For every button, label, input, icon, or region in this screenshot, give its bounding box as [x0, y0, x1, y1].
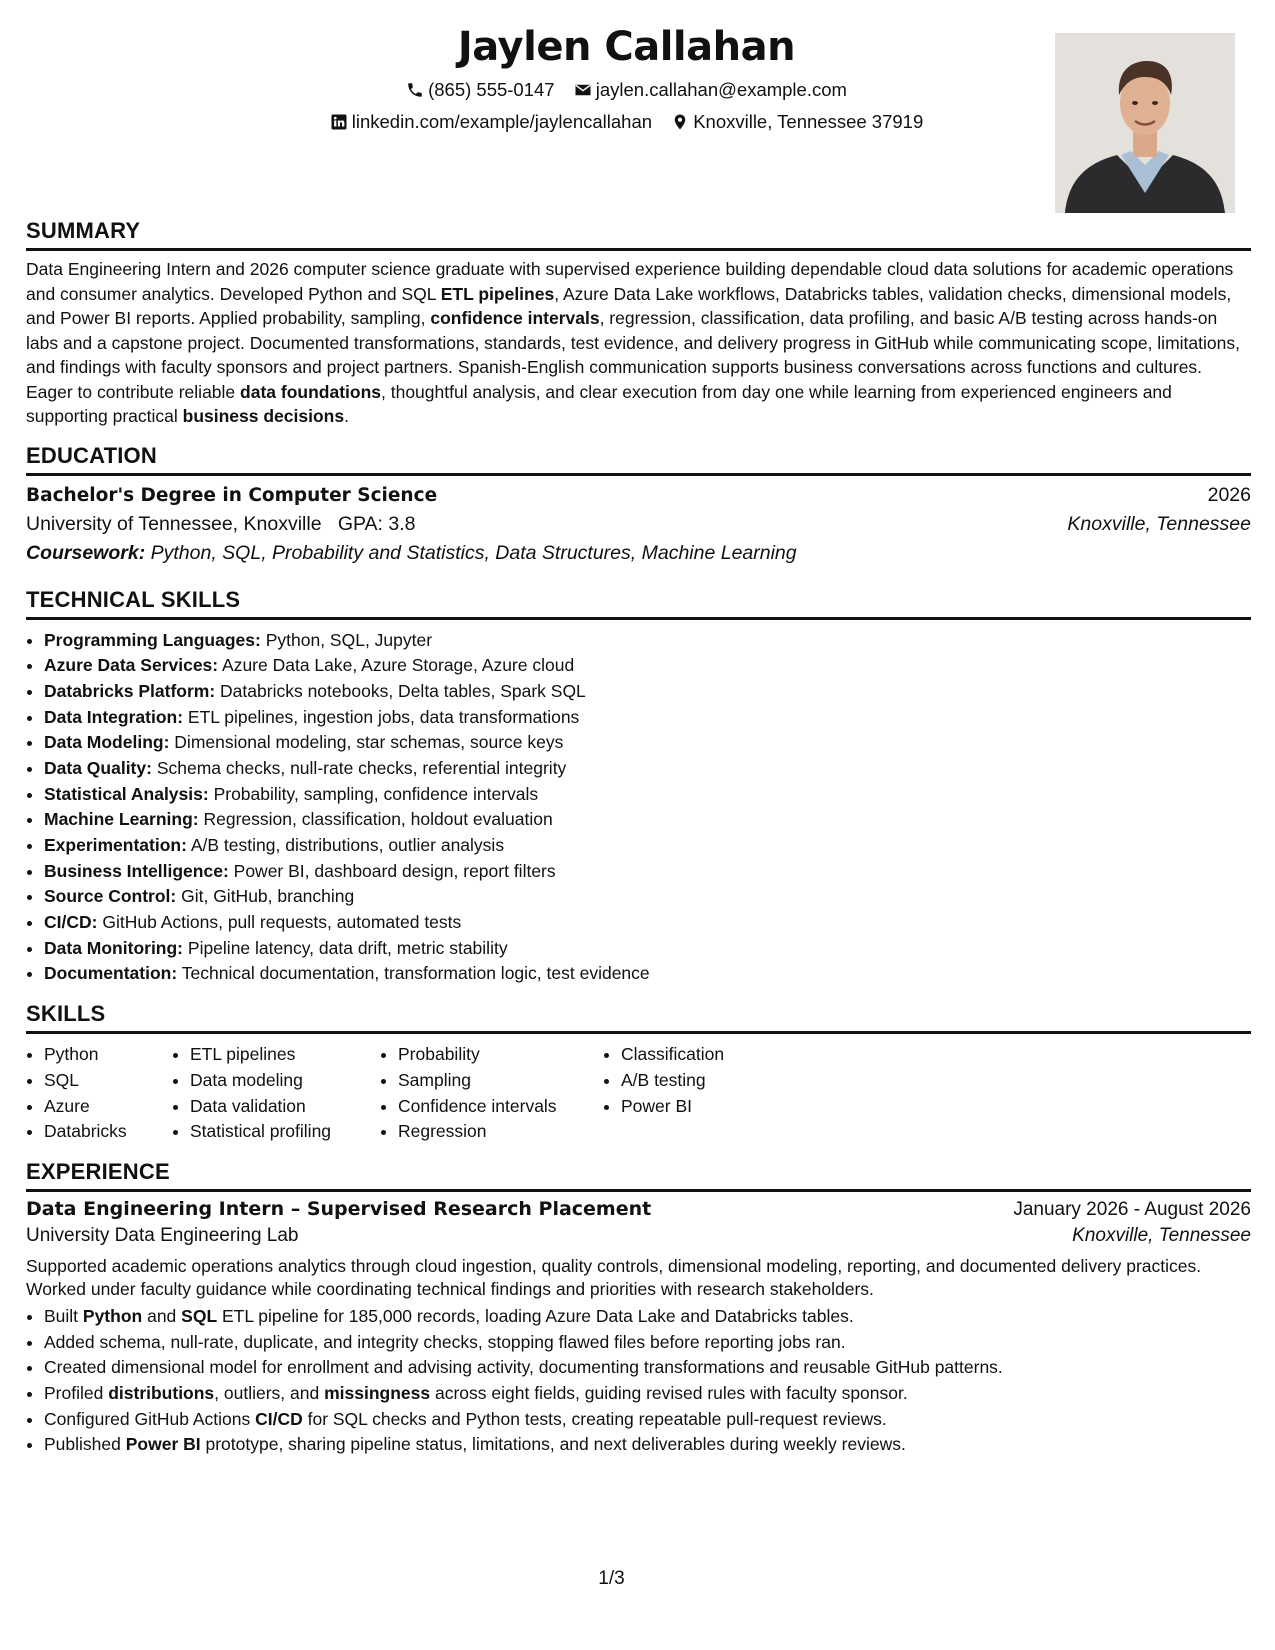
skill-category: CI/CD: [44, 912, 98, 933]
list-item [44, 782, 1251, 808]
skill-values: Python, SQL, Jupyter [265, 629, 433, 650]
summary-part: , thoughtful analysis, and clear execution from day one while learning from experienced engineers and supporting practical [26, 381, 1172, 426]
list-item [44, 859, 1251, 885]
skill-category: Business Intelligence: [44, 860, 229, 881]
list-item: • Data validation [190, 1094, 380, 1120]
list-item [44, 756, 1251, 782]
list-item [44, 628, 1251, 654]
candidate-name: Jaylen Callahan [457, 24, 796, 70]
job-description: Supported academic operations analytics through cloud ingestion, quality controls, dimensional modeling, reporting, and documented delivery practices. Worked under faculty guidance while coordinating technical findings and priorities with research stakeholders. [26, 1255, 1202, 1300]
summary-part: Data Engineering Intern and 2026 computer science graduate with supervised experience building dependable cloud data solutions for academic operations and consumer analytics. Developed Python and SQL [26, 259, 1234, 304]
linkedin-text: linkedin.com/example/jaylencallahan [351, 111, 653, 132]
list-item: • Regression [398, 1119, 603, 1145]
skill-values: Databricks notebooks, Delta tables, Spark SQL [220, 680, 586, 701]
bullet-text: , outliers, and [214, 1382, 325, 1403]
job-location: Knoxville, Tennessee [1072, 1224, 1251, 1246]
technical-skills-list [26, 628, 1251, 988]
skills-section [26, 1001, 1251, 1145]
education-section [26, 443, 1251, 571]
skill-values: A/B testing, distributions, outlier analysis [190, 835, 505, 855]
skills-column-4 [603, 1042, 781, 1145]
skill-category: Statistical Analysis: [44, 783, 209, 804]
list-item [44, 1304, 1251, 1330]
summary-heading: SUMMARY [26, 218, 1251, 251]
list-item [44, 884, 1251, 910]
resume-page [26, 18, 1251, 1458]
education-entry [26, 484, 1251, 571]
summary-bold: business decisions [182, 406, 345, 426]
bullet-bold: SQL [181, 1305, 218, 1326]
list-item [44, 1330, 1251, 1356]
bullet-text: Created dimensional model for enrollment and advising activity, documenting transformations and reusable GitHub patterns. [44, 1357, 1003, 1378]
skill-category: Documentation: [44, 963, 178, 984]
coursework [26, 542, 797, 565]
skill-category: Programming Languages: [44, 629, 261, 650]
technical-skills-section [26, 587, 1251, 988]
skill-category: Databricks Platform: [44, 680, 216, 701]
employer: University Data Engineering Lab [26, 1224, 299, 1246]
skill-category: Machine Learning: [44, 809, 199, 830]
experience-row-1 [26, 1198, 1251, 1221]
skill-category: Data Modeling: [44, 732, 170, 753]
graduation-year: 2026 [1207, 483, 1251, 506]
page-number: 1/3 [598, 1568, 625, 1589]
education-heading: EDUCATION [26, 443, 1251, 476]
skill-values: ETL pipelines, ingestion jobs, data transformations [187, 706, 580, 727]
school-location: Knoxville, Tennessee [1067, 512, 1251, 535]
skill-category: Data Monitoring: [44, 937, 184, 958]
skills-heading: SKILLS [26, 1001, 1251, 1034]
skill-values: Technical documentation, transformation logic, test evidence [181, 963, 650, 984]
bullet-bold: CI/CD [255, 1408, 303, 1429]
summary-part: . [344, 406, 349, 426]
bullet-text: Profiled [44, 1382, 109, 1403]
skills-column-3 [380, 1042, 603, 1145]
job-bullets [26, 1304, 1251, 1458]
experience-row-2 [26, 1225, 1251, 1247]
gpa: GPA: 3.8 [337, 512, 416, 535]
list-item: • Power BI [621, 1094, 781, 1120]
location-contact [671, 111, 923, 133]
summary-part: , regression, classification, data profiling, and basic A/B testing across hands-on labs and a capstone project. Documented transformations, standards, test evidence, and delivery progress in GitHub while communicating scope, limitations, and findings with faculty sponsors and project partners. Spanish-English communication supports business conversations across functions and cultures. Eager to contribute reliable [26, 308, 1240, 402]
skills-grid [26, 1042, 1251, 1145]
skill-values: Regression, classification, holdout evaluation [203, 809, 553, 830]
list-item: • Statistical profiling [190, 1119, 380, 1145]
list-item: • Probability [398, 1042, 603, 1068]
summary-section [26, 218, 1251, 429]
list-item: • ETL pipelines [190, 1042, 380, 1068]
list-item: • Data modeling [190, 1068, 380, 1094]
summary-text [26, 257, 1251, 429]
skill-values: Git, GitHub, branching [181, 886, 355, 907]
bullet-bold: missingness [324, 1382, 431, 1403]
skill-values: Pipeline latency, data drift, metric stability [187, 937, 508, 958]
list-item [44, 679, 1251, 705]
linkedin-contact[interactable] [330, 111, 652, 133]
coursework-list: Python, SQL, Probability and Statistics, Data Structures, Machine Learning [150, 541, 797, 564]
job-dates: January 2026 - August 2026 [1013, 1198, 1251, 1220]
phone-icon [406, 81, 424, 99]
summary-bold: ETL pipelines [440, 283, 555, 304]
envelope-icon [574, 81, 592, 99]
summary-part: , Azure Data Lake workflows, Databricks tables, validation checks, dimensional models, and Power BI reports. Applied probability, sampling, [26, 283, 1232, 328]
location-text: Knoxville, Tennessee 37919 [693, 111, 924, 132]
linkedin-icon [330, 113, 348, 131]
education-row-1 [26, 484, 1251, 513]
map-pin-icon [671, 113, 689, 131]
list-item: • Azure [44, 1094, 172, 1120]
skill-values: Dimensional modeling, star schemas, source keys [174, 732, 564, 753]
skills-column-1 [26, 1042, 172, 1145]
bullet-text: Added schema, null-rate, duplicate, and integrity checks, stopping flawed files before reporting jobs ran. [44, 1331, 846, 1352]
profile-photo [1055, 33, 1235, 213]
bullet-bold: Power BI [125, 1434, 201, 1455]
list-item: • SQL [44, 1068, 172, 1094]
list-item: • Databricks [44, 1119, 172, 1145]
skill-values: Probability, sampling, confidence intervals [213, 783, 539, 804]
skills-column-2 [172, 1042, 380, 1145]
education-row-2 [26, 513, 1251, 542]
summary-bold: data foundations [240, 381, 381, 402]
skill-category: Experimentation: [44, 835, 187, 855]
skill-category: Data Integration: [44, 706, 184, 727]
list-item [44, 705, 1251, 731]
coursework-row [26, 542, 1251, 571]
bullet-text: and [142, 1305, 182, 1326]
skill-category: Azure Data Services: [44, 655, 219, 676]
skill-values: Azure Data Lake, Azure Storage, Azure cloud [222, 655, 575, 676]
bullet-text: Published [44, 1434, 126, 1455]
summary-bold: confidence intervals [430, 308, 600, 328]
school-name: University of Tennessee, Knoxville [26, 512, 322, 535]
job-title: Data Engineering Intern – Supervised Research Placement [26, 1197, 652, 1220]
skill-values: Power BI, dashboard design, report filters [233, 860, 556, 881]
bullet-text: Built [44, 1305, 83, 1326]
list-item [44, 730, 1251, 756]
email-contact[interactable] [574, 79, 847, 101]
list-item [44, 936, 1251, 962]
list-item: • A/B testing [621, 1068, 781, 1094]
experience-heading: EXPERIENCE [26, 1159, 1251, 1192]
bullet-text: across eight fields, guiding revised rules with faculty sponsor. [430, 1382, 908, 1403]
list-item [44, 807, 1251, 833]
technical-skills-heading: TECHNICAL SKILLS [26, 587, 1251, 620]
bullet-text: ETL pipeline for 185,000 records, loading Azure Data Lake and Databricks tables. [217, 1305, 854, 1326]
experience-section [26, 1159, 1251, 1458]
skill-category: Data Quality: [44, 757, 152, 778]
list-item [44, 1381, 1251, 1407]
bullet-bold: Python [82, 1305, 143, 1326]
resume-header [26, 18, 1251, 218]
skill-values: GitHub Actions, pull requests, automated tests [102, 912, 462, 933]
list-item [44, 1432, 1251, 1458]
email-text: jaylen.callahan@example.com [595, 79, 847, 100]
bullet-text: prototype, sharing pipeline status, limitations, and next deliverables during weekly reviews. [200, 1434, 906, 1455]
list-item [44, 1407, 1251, 1433]
list-item [44, 653, 1251, 679]
phone-text: (865) 555-0147 [428, 79, 555, 100]
skill-values: Schema checks, null-rate checks, referential integrity [156, 757, 567, 778]
list-item: • Confidence intervals [398, 1094, 603, 1120]
list-item [44, 961, 1251, 987]
bullet-text: for SQL checks and Python tests, creating repeatable pull-request reviews. [302, 1408, 887, 1429]
list-item: • Sampling [398, 1068, 603, 1094]
list-item [44, 1355, 1251, 1381]
profile-photo-illustration [1055, 33, 1235, 213]
degree-title: Bachelor's Degree in Computer Science [26, 484, 438, 506]
school-and-gpa [26, 513, 416, 536]
coursework-label: Coursework: [26, 541, 146, 564]
bullet-text: Configured GitHub Actions [44, 1408, 256, 1429]
list-item [44, 833, 1251, 859]
list-item: • Python [44, 1042, 172, 1068]
phone-contact[interactable] [406, 79, 555, 101]
bullet-bold: distributions [108, 1382, 215, 1403]
list-item: • Classification [621, 1042, 781, 1068]
skill-category: Source Control: [44, 886, 177, 907]
list-item [44, 910, 1251, 936]
